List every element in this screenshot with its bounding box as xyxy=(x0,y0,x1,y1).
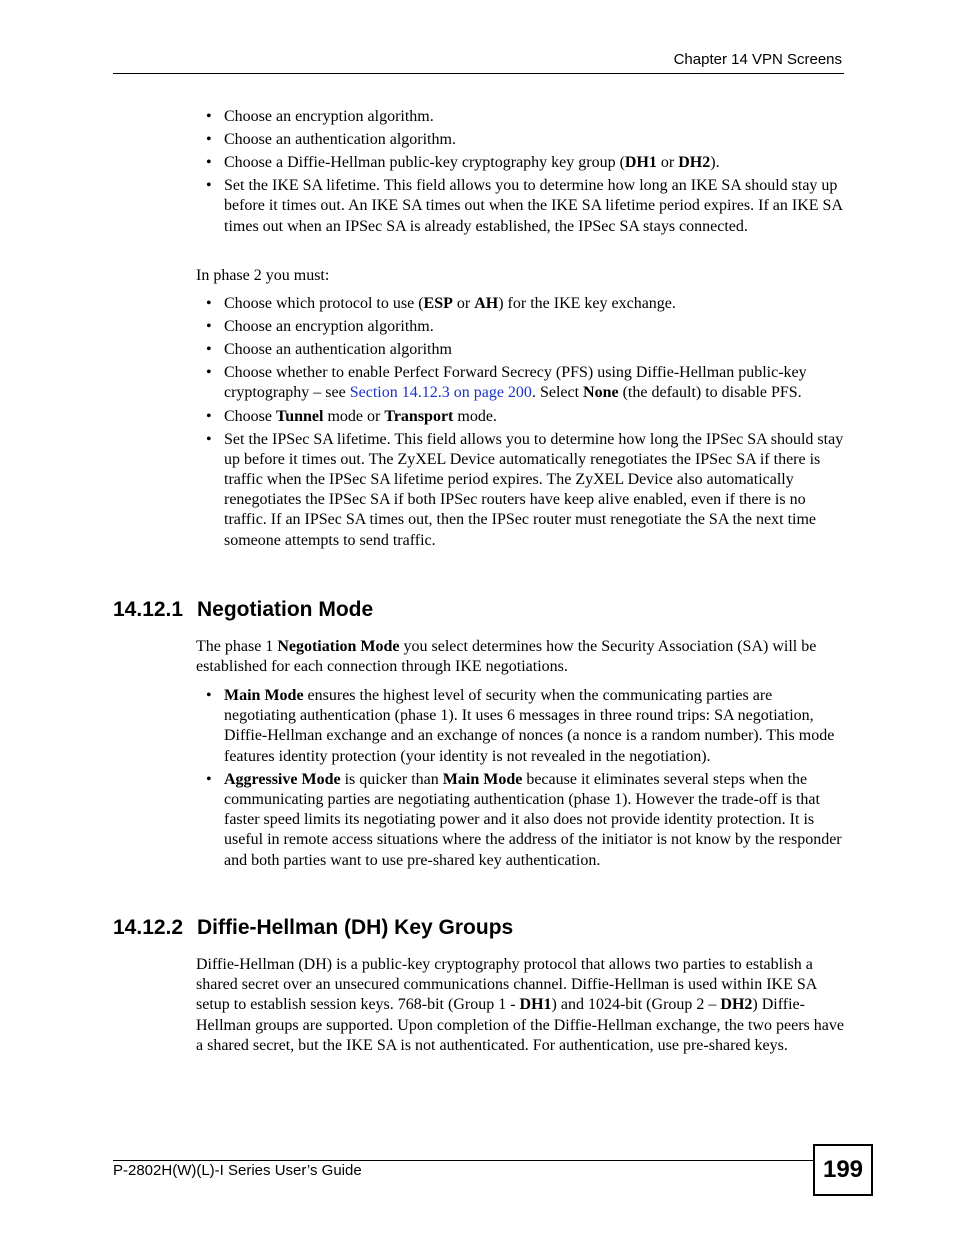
list-item: • Choose Tunnel mode or Transport mode. xyxy=(196,407,846,427)
negotiation-list xyxy=(196,686,846,874)
list-item: • Choose an authentication algorithm xyxy=(196,340,846,360)
page-number: 199 xyxy=(813,1144,873,1196)
section-heading-negotiation-mode: 14.12.1 Negotiation Mode xyxy=(113,598,374,621)
phase2-list xyxy=(196,294,846,554)
guide-title: P-2802H(W)(L)-I Series User’s Guide xyxy=(113,1162,362,1179)
list-item: • Aggressive Mode is quicker than Main Mode because it eliminates several steps when the communicating parties are negotiating authentication (phase 1). However the trade-off is that faster speed limits its negotiating power and it also does not provide identity protection. It is useful in remote access situations where the address of the initiator is not know by the responder and both parties want to use pre-shared key authentication. xyxy=(196,770,846,871)
list-item: • Choose an authentication algorithm. xyxy=(196,130,846,150)
list-item: • Set the IPSec SA lifetime. This field allows you to determine how long the IPSec SA should stay up before it times out. The ZyXEL Device automatically renegotiates the IPSec SA if there is traffic when the IPSec SA lifetime period expires. The ZyXEL Device also automatically renegotiates the IPSec SA if both IPSec routers have keep alive enabled, even if there is no traffic. If an IPSec SA times out, then the IPSec router must renegotiate the SA the next time someone attempts to send traffic. xyxy=(196,430,846,551)
footer-rule xyxy=(113,1160,813,1161)
list-item: • Choose an encryption algorithm. xyxy=(196,107,846,127)
dh-paragraph: Diffie-Hellman (DH) is a public-key cryptography protocol that allows two parties to establish a shared secret over an unsecured communications channel. Diffie-Hellman is used within IKE SA setup to establish session keys. 768-bit (Group 1 - DH1) and 1024-bit (Group 2 – DH2) Diffie-Hellman groups are supported. Upon completion of the Diffie-Hellman exchange, the two peers have a shared secret, but the IKE SA is not authenticated. For authentication, use pre-shared keys. xyxy=(196,956,844,1054)
list-item: • Set the IKE SA lifetime. This field allows you to determine how long an IKE SA should stay up before it times out. An IKE SA times out when the IKE SA lifetime period expires. If an IKE SA times out when an IPSec SA is already established, the IPSec SA stays connected. xyxy=(196,176,846,237)
section-heading-dh-key-groups: 14.12.2 Diffie-Hellman (DH) Key Groups xyxy=(113,916,514,939)
list-item: • Choose a Diffie-Hellman public-key cryptography key group (DH1 or DH2). xyxy=(196,153,846,173)
section-link[interactable]: Section 14.12.3 on page 200 xyxy=(349,384,532,402)
negotiation-intro: The phase 1 Negotiation Mode you select determines how the Security Association (SA) will be established for each connection through IKE negotiations. xyxy=(196,638,817,676)
list-item: • Choose whether to enable Perfect Forward Secrecy (PFS) using Diffie-Hellman public-key cryptography – see Section 14.12.3 on page 200. Select None (the default) to disable PFS. xyxy=(196,363,846,403)
phase1-list xyxy=(196,107,846,240)
chapter-header: Chapter 14 VPN Screens xyxy=(673,51,842,68)
list-item: • Main Mode ensures the highest level of security when the communicating parties are negotiating authentication (phase 1). It uses 6 messages in three round trips: SA negotiation, Diffie-Hellman exchange and an exchange of nonces (a nonce is a random number). This mode features identity protection (your identity is not revealed in the negotiation). xyxy=(196,686,846,767)
list-item: • Choose an encryption algorithm. xyxy=(196,317,846,337)
phase2-intro: In phase 2 you must: xyxy=(196,267,330,284)
list-item: • Choose which protocol to use (ESP or AH) for the IKE key exchange. xyxy=(196,294,846,314)
header-rule xyxy=(113,73,844,74)
